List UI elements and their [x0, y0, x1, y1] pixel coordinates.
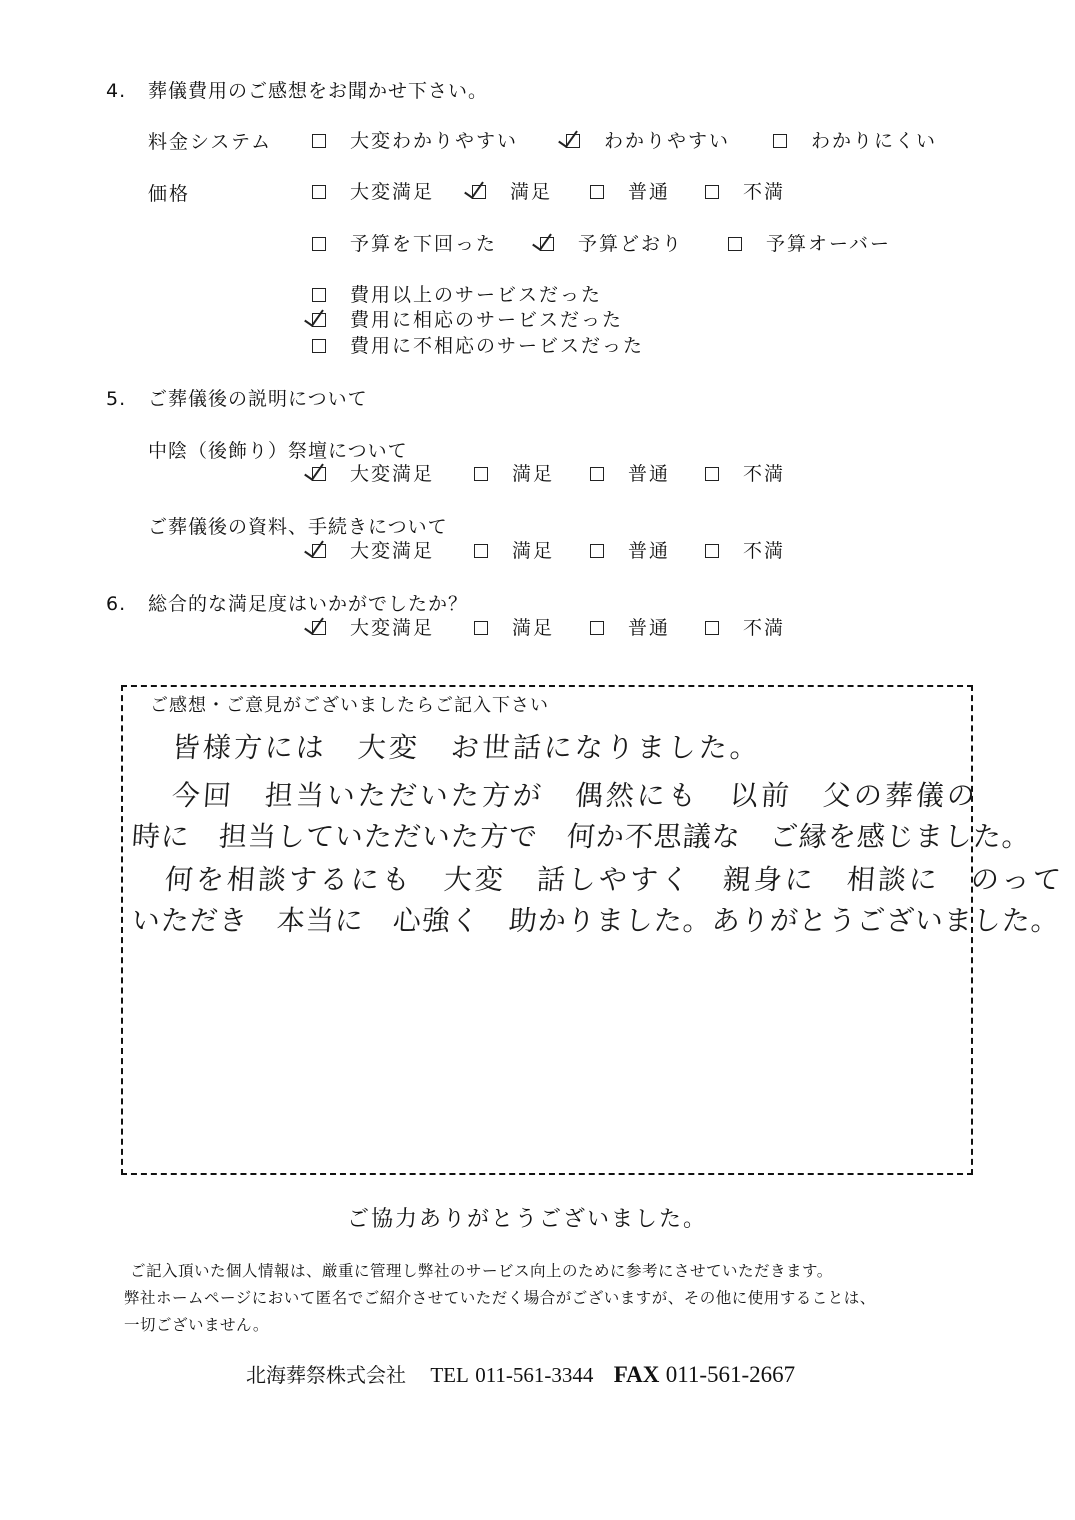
- checkbox-icon[interactable]: [705, 467, 719, 481]
- handwritten-line-1: 皆様方には 大変 お世話になりました。: [170, 731, 763, 764]
- fee-option-clear[interactable]: わかりやすい: [566, 126, 730, 153]
- checked-checkbox-icon[interactable]: [312, 313, 326, 327]
- handwritten-line-2: 今回 担当いただいた方が 偶然にも 以前 父の葬儀の: [170, 779, 980, 812]
- comment-heading: ご感想・ご意見がございましたらご記入下さい: [150, 695, 549, 716]
- q6-title-text: 総合的な満足度はいかがでしたか？: [148, 593, 469, 615]
- q4-number: 4.: [106, 80, 127, 102]
- privacy-line-2: 弊社ホームページにおいて匿名でご紹介させていただく場合がございますが、その他に使用することは、: [124, 1289, 876, 1307]
- checked-checkbox-icon[interactable]: [472, 185, 486, 199]
- price-option-satisfied[interactable]: 満足: [472, 177, 552, 204]
- altar-option-dissatisfied[interactable]: 不満: [705, 459, 785, 486]
- budget-option-over[interactable]: 予算オーバー: [728, 229, 891, 256]
- privacy-line-1: ご記入頂いた個人情報は、厳重に管理し弊社のサービス向上のために参考にさせていただきます。: [130, 1262, 833, 1280]
- altar-option-very-satisfied[interactable]: 大変満足: [312, 459, 434, 486]
- checkbox-icon[interactable]: [474, 621, 488, 635]
- fee-option-unclear[interactable]: わかりにくい: [773, 126, 937, 153]
- fee-system-label: 料金システム: [148, 131, 273, 153]
- handwritten-line-3: 時に 担当していただいた方で 何か不思議な ご縁を感じました。: [130, 820, 1033, 853]
- q6-title: [106, 589, 468, 616]
- tel-number: 011-561-3344: [475, 1363, 594, 1387]
- documents-option-satisfied[interactable]: 満足: [474, 536, 554, 563]
- fee-option-very-clear[interactable]: 大変わかりやすい: [312, 126, 518, 153]
- altar-option-satisfied[interactable]: 満足: [474, 459, 554, 486]
- checkbox-icon[interactable]: [705, 621, 719, 635]
- checkbox-icon[interactable]: [590, 467, 604, 481]
- fax-number: 011-561-2667: [665, 1362, 796, 1387]
- price-option-dissatisfied[interactable]: 不満: [705, 177, 785, 204]
- company-name: 北海葬祭株式会社: [246, 1363, 406, 1387]
- checkbox-icon[interactable]: [590, 185, 604, 199]
- budget-option-on[interactable]: 予算どおり: [540, 229, 683, 256]
- checked-checkbox-icon[interactable]: [540, 237, 554, 251]
- checkbox-icon[interactable]: [705, 185, 719, 199]
- privacy-line-3: 一切ございません。: [124, 1316, 269, 1334]
- privacy-notice: [124, 1258, 876, 1339]
- checkbox-icon[interactable]: [590, 621, 604, 635]
- budget-option-under[interactable]: 予算を下回った: [312, 229, 497, 256]
- overall-option-average[interactable]: 普通: [590, 613, 670, 640]
- value-option-below[interactable]: 費用に不相応のサービスだった: [312, 331, 644, 358]
- documents-label: ご葬儀後の資料、手続きについて: [148, 516, 448, 538]
- altar-option-average[interactable]: 普通: [590, 459, 670, 486]
- checkbox-icon[interactable]: [728, 237, 742, 251]
- checkbox-icon[interactable]: [312, 339, 326, 353]
- checkbox-icon[interactable]: [312, 185, 326, 199]
- thanks-message: ご協力ありがとうございました。: [347, 1207, 708, 1232]
- checkbox-icon[interactable]: [705, 544, 719, 558]
- q4-title-text: 葬儀費用のご感想をお聞かせ下さい。: [148, 80, 489, 102]
- q4-title: [106, 76, 488, 103]
- checkbox-icon[interactable]: [474, 467, 488, 481]
- overall-option-satisfied[interactable]: 満足: [474, 613, 554, 640]
- handwritten-line-5: いただき 本当に 心強く 助かりました。ありがとうございました。: [130, 904, 1062, 937]
- fax-label: FAX: [613, 1362, 660, 1387]
- checked-checkbox-icon[interactable]: [312, 544, 326, 558]
- checkbox-icon[interactable]: [312, 288, 326, 302]
- value-option-matching[interactable]: 費用に相応のサービスだった: [312, 305, 623, 332]
- price-option-average[interactable]: 普通: [590, 177, 670, 204]
- checked-checkbox-icon[interactable]: [566, 134, 580, 148]
- value-option-above[interactable]: 費用以上のサービスだった: [312, 280, 602, 307]
- checkbox-icon[interactable]: [312, 237, 326, 251]
- checkbox-icon[interactable]: [474, 544, 488, 558]
- footer-contact: [246, 1359, 795, 1388]
- documents-option-very-satisfied[interactable]: 大変満足: [312, 536, 434, 563]
- overall-option-very-satisfied[interactable]: 大変満足: [312, 613, 434, 640]
- checked-checkbox-icon[interactable]: [312, 621, 326, 635]
- tel-label: TEL: [430, 1363, 469, 1387]
- q5-number: 5.: [106, 388, 127, 410]
- checkbox-icon[interactable]: [312, 134, 326, 148]
- checked-checkbox-icon[interactable]: [312, 467, 326, 481]
- documents-option-average[interactable]: 普通: [590, 536, 670, 563]
- price-label: 価格: [148, 183, 191, 205]
- documents-option-dissatisfied[interactable]: 不満: [705, 536, 785, 563]
- q6-number: 6.: [106, 593, 127, 615]
- checkbox-icon[interactable]: [590, 544, 604, 558]
- handwritten-line-4: 何を相談するにも 大変 話しやすく 親身に 相談に のって: [163, 863, 1065, 896]
- checkbox-icon[interactable]: [773, 134, 787, 148]
- q5-title: [106, 384, 368, 411]
- q5-title-text: ご葬儀後の説明について: [148, 388, 368, 410]
- altar-label: 中陰（後飾り）祭壇について: [148, 440, 408, 462]
- overall-option-dissatisfied[interactable]: 不満: [705, 613, 785, 640]
- price-option-very-satisfied[interactable]: 大変満足: [312, 177, 434, 204]
